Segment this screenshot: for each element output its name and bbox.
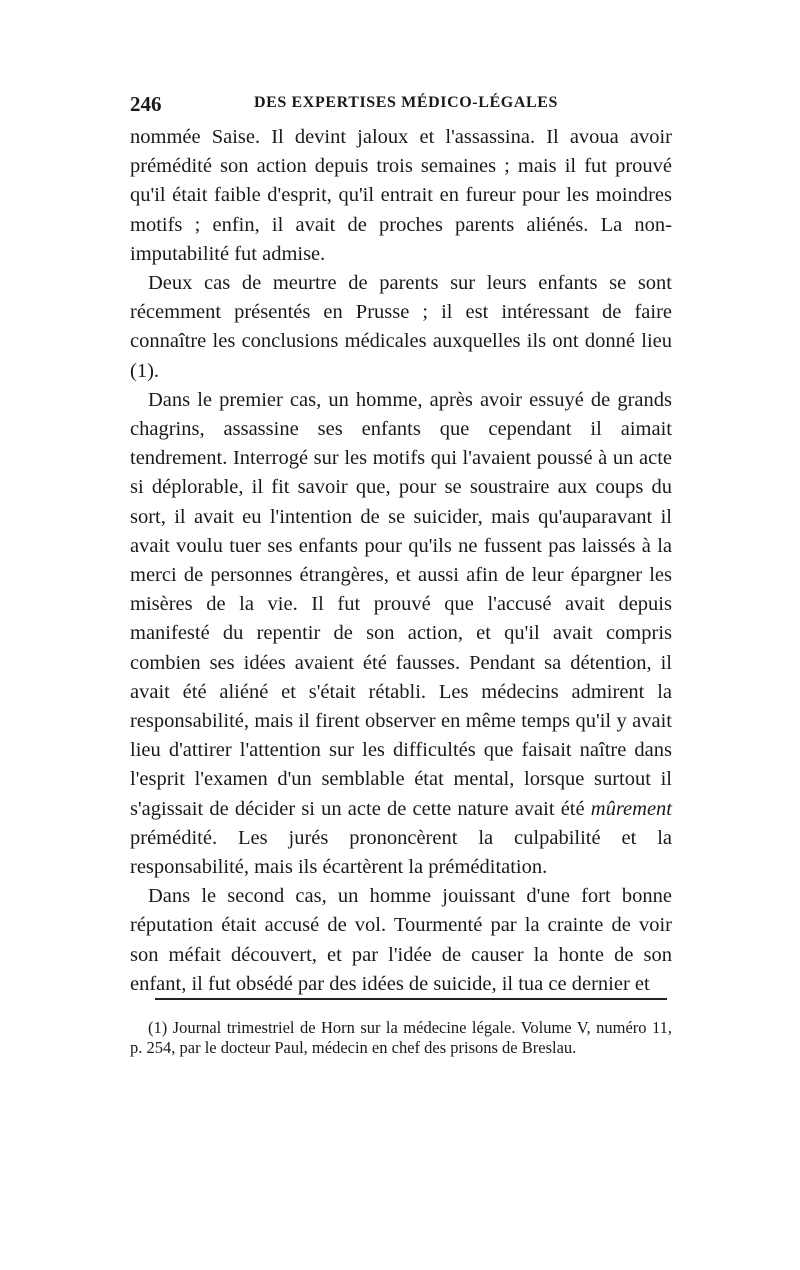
running-title: DES EXPERTISES MÉDICO-LÉGALES bbox=[254, 94, 559, 111]
page-number: 246 bbox=[130, 92, 162, 116]
paragraph-3-text-b: prémédité. Les jurés prononcèrent la culpabilité et la responsabilité, mais ils écartèrent la préméditation. bbox=[130, 826, 672, 879]
paragraph-3 bbox=[130, 386, 672, 882]
page-header bbox=[130, 92, 670, 118]
paragraph-4: Dans le second cas, un homme jouissant d'une fort bonne réputation était accusé de vol. Tourmenté par la crainte de voir son méfait découvert, et par l'idée de causer la honte de son enfant, il fut obsédé par des idées de suicide, il tua ce dernier et bbox=[130, 885, 672, 995]
paragraph-3-italic: mûrement bbox=[590, 797, 672, 820]
paragraph-3-text-a: Dans le premier cas, un homme, après avoir essuyé de grands chagrins, assassine ses enfants que cependant il aimait tendrement. Interrogé sur les motifs qui l'avaient poussé à un acte si déplorable, il fit savoir que, pour se soustraire aux coups du sort, il avait eu l'intention de se suicider, mais qu'auparavant il avait voulu tuer ses enfants pour qu'ils ne fussent pas laissés à la merci de personnes étrangères, et aussi afin de leur épargner les misères de la vie. Il fut prouvé que l'accusé avait depuis manifesté du repentir de son action, et qu'il avait compris combien ses idées avaient été fausses. Pendant sa détention, il avait été aliéné et s'était rétabli. Les médecins admirent la responsabilité, mais il firent observer en même temps qu'il y avait lieu d'attirer l'attention sur les difficultés que faisait naître dans l'esprit l'examen d'un semblable état mental, lorsque surtout il s'agissait de décider si un acte de cette nature avait été bbox=[130, 388, 672, 820]
footnote-divider bbox=[155, 998, 667, 1000]
body-text bbox=[130, 123, 672, 999]
footnote bbox=[130, 1018, 672, 1057]
paragraph-1: nommée Saise. Il devint jaloux et l'assassina. Il avoua avoir prémédité son action depuis trois semaines ; mais il fut prouvé qu'il était faible d'esprit, qu'il entrait en fureur pour les moindres motifs ; enfin, il avait de proches parents aliénés. La non-imputabilité fut admise. bbox=[130, 126, 672, 265]
paragraph-2: Deux cas de meurtre de parents sur leurs enfants se sont récemment présentés en Prusse ; il est intéressant de faire connaître les conclusions médicales auxquelles ils ont donné lieu (1). bbox=[130, 272, 672, 382]
footnote-text: (1) Journal trimestriel de Horn sur la médecine légale. Volume V, numéro 11, p. 254, par le docteur Paul, médecin en chef des prisons de Breslau. bbox=[130, 1018, 672, 1057]
